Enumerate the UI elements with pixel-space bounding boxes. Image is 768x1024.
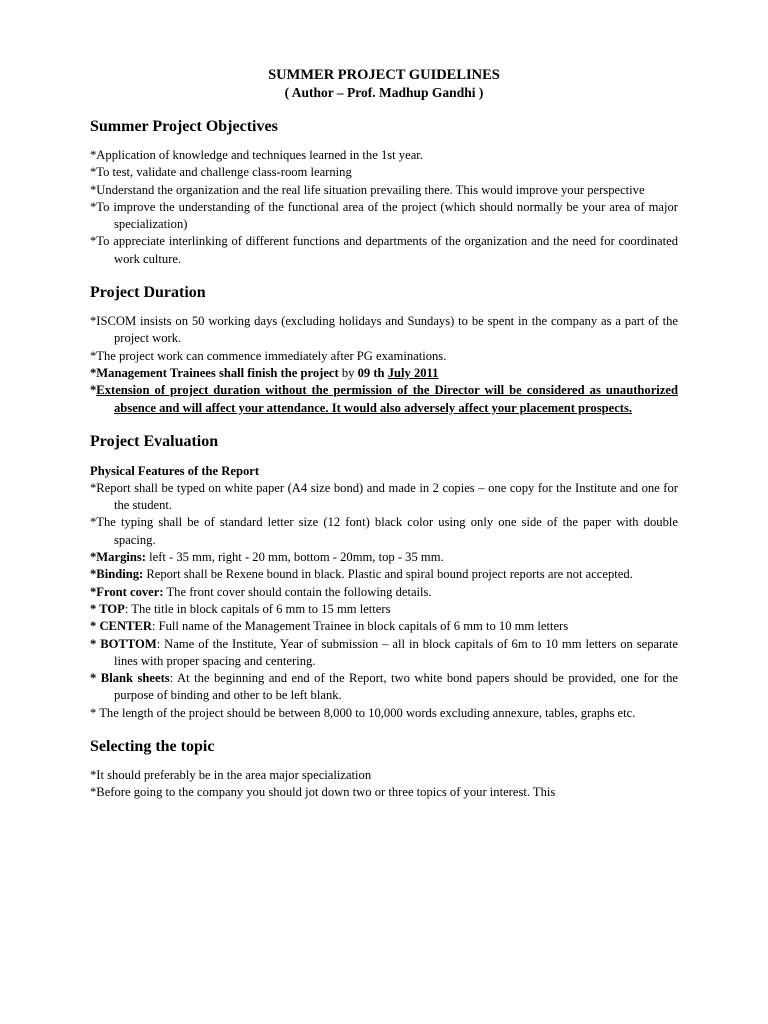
deadline-label: *Management Trainees shall finish the project [90, 365, 342, 380]
topic-item: *It should preferably be in the area major specialization [90, 768, 372, 783]
margins-text: left - 35 mm, right - 20 mm, bottom - 20mm, top - 35 mm. [145, 550, 444, 565]
evaluation-binding [90, 566, 678, 583]
objective-item: *To test, validate and challenge class-room learning [90, 165, 352, 180]
bottom-text: : Name of the Institute, Year of submission – all in block capitals of 6m to 10 mm letters on separate lines with proper spacing and centering. [114, 636, 678, 668]
document-author: ( Author – Prof. Madhup Gandhi ) [284, 85, 484, 100]
deadline-day: 09 th [357, 365, 388, 380]
evaluation-item: *The typing shall be of standard letter size (12 font) black color using only one side of the paper with double spacing. [90, 515, 678, 547]
duration-item: *The project work can commence immediately after PG examinations. [90, 348, 447, 363]
section-heading-evaluation: Project Evaluation [90, 432, 219, 450]
center-text: : Full name of the Management Trainee in block capitals of 6 mm to 10 mm letters [151, 619, 569, 634]
subheading-physical-features: Physical Features of the Report [90, 463, 260, 478]
top-label: * TOP [90, 601, 125, 616]
evaluation-top [90, 601, 678, 618]
objective-item: *Application of knowledge and techniques learned in the 1st year. [90, 148, 423, 162]
cover-text: The front cover should contain the following details. [163, 584, 432, 599]
warning-bullet: * [90, 383, 97, 398]
document-title: SUMMER PROJECT GUIDELINES [268, 67, 500, 83]
section-heading-duration: Project Duration [90, 284, 206, 302]
bottom-label: * BOTTOM [90, 636, 157, 651]
blank-text: : At the beginning and end of the Report, two white bond papers should be provided, one for the purpose of binding and other to be left blank. [114, 671, 679, 703]
topic-item: *Before going to the company you should jot down two or three topics of your interest. This [90, 785, 556, 800]
objective-item: *Understand the organization and the real life situation prevailing there. This would improve your perspective [90, 182, 645, 197]
evaluation-center [90, 618, 678, 635]
objective-item: *To improve the understanding of the functional area of the project (which should normally be your area of major specialization) [90, 199, 678, 232]
objective-item: *To appreciate interlinking of different functions and departments of the organization and the need for coordinated work culture. [90, 234, 678, 266]
evaluation-length: * The length of the project should be between 8,000 to 10,000 words excluding annexure, tables, graphs etc. [90, 705, 636, 720]
margins-label: *Margins: [90, 550, 146, 565]
evaluation-item: *Report shall be typed on white paper (A4 size bond) and made in 2 copies – one copy for the Institute and one for the student. [90, 480, 678, 513]
deadline-month: July 2011 [387, 365, 439, 380]
duration-item: *ISCOM insists on 50 working days (excluding holidays and Sundays) to be spent in the company as a part of the project work. [90, 314, 678, 346]
blank-label: * Blank sheets [90, 671, 170, 686]
top-text: : The title in block capitals of 6 mm to 15 mm letters [124, 601, 391, 616]
binding-label: *Binding: [90, 567, 144, 582]
evaluation-blank-sheets [90, 670, 678, 705]
center-label: * CENTER [90, 619, 152, 634]
deadline-by: by [341, 365, 358, 380]
section-heading-topic: Selecting the topic [90, 738, 215, 756]
evaluation-front-cover [90, 584, 678, 601]
duration-deadline [90, 365, 678, 382]
evaluation-margins [90, 549, 678, 566]
duration-warning [90, 382, 678, 417]
evaluation-bottom [90, 636, 678, 671]
document-page [90, 66, 678, 802]
binding-text: Report shall be Rexene bound in black. Plastic and spiral bound project reports are not accepted. [143, 567, 633, 582]
warning-text: Extension of project duration without the permission of the Director will be considered as unauthorized absence and will affect your attendance. It would also adversely affect your placement prospects. [96, 383, 678, 415]
section-heading-objectives: Summer Project Objectives [90, 118, 278, 135]
cover-label: *Front cover: [90, 584, 164, 599]
